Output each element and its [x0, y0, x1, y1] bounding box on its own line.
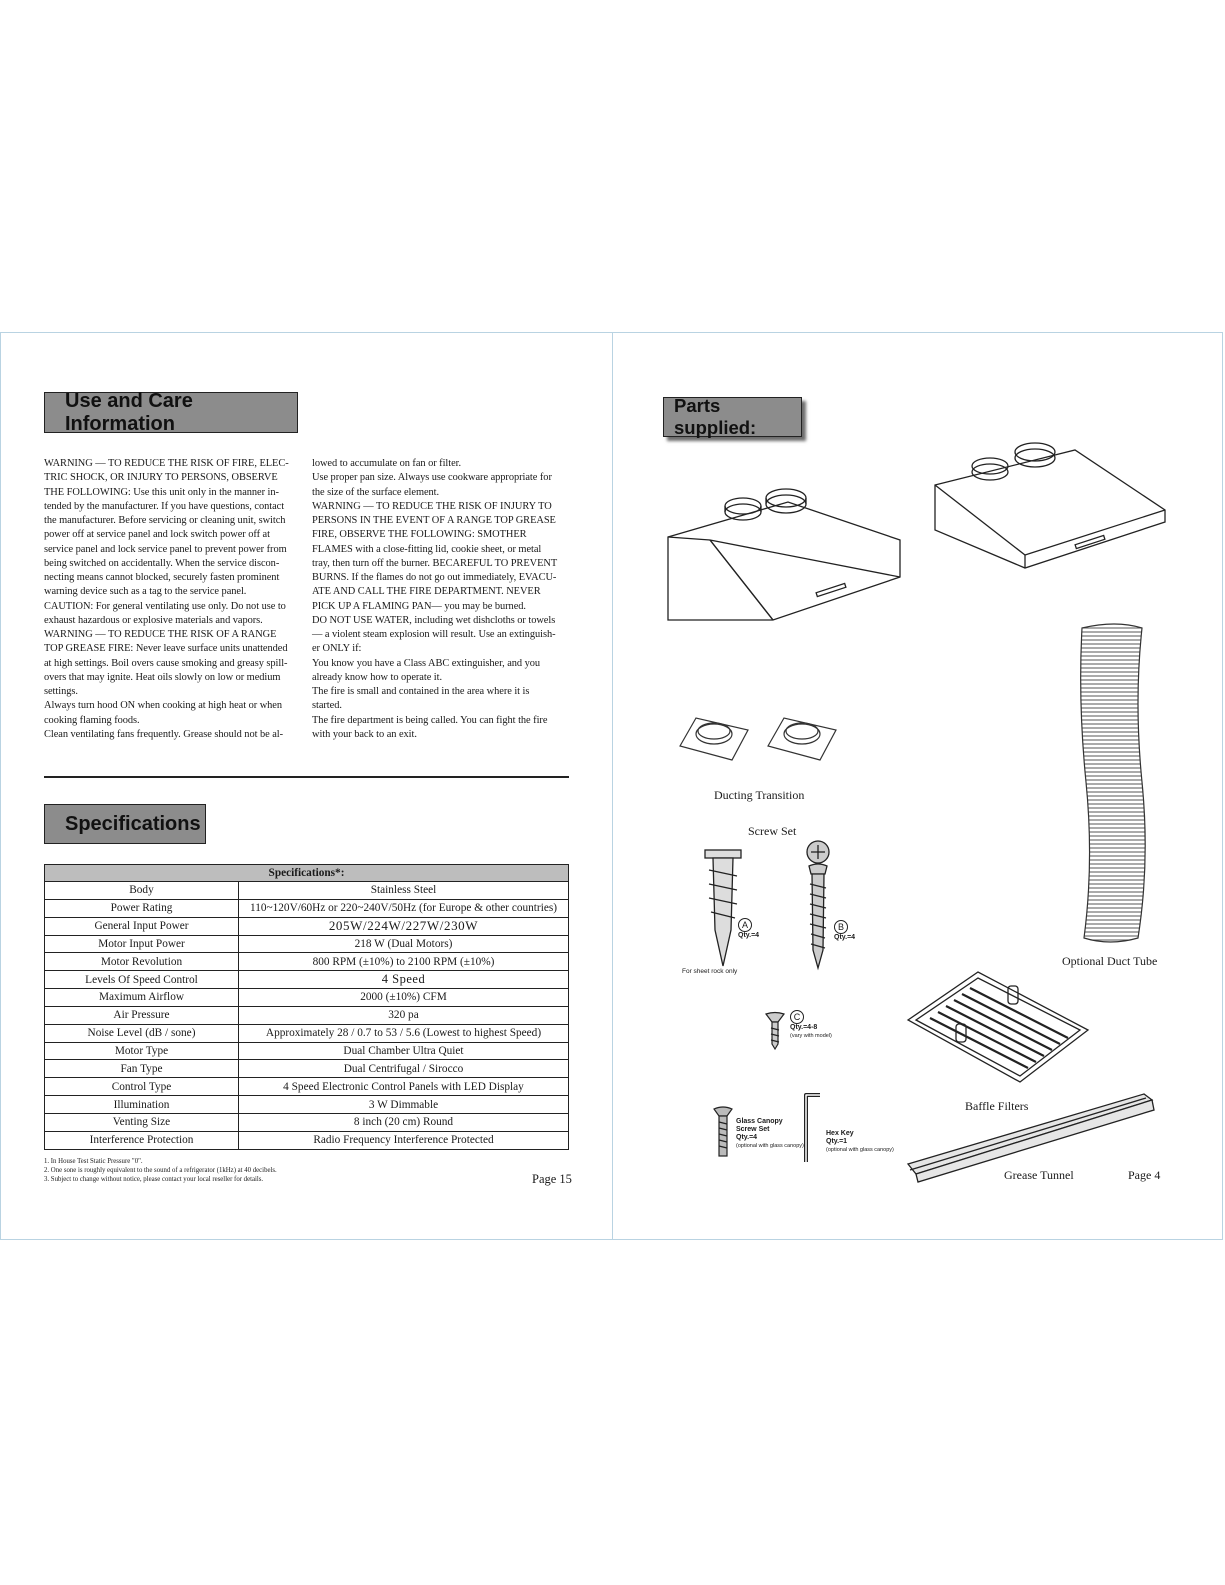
- table-row: [45, 899, 569, 917]
- ducting-transition-icon: [680, 712, 748, 760]
- range-hood-icon: [935, 440, 1165, 575]
- footnote: 2. One sone is roughly equivalent to the sound of a refrigerator (1kHz) at 40 decibels.: [44, 1167, 277, 1174]
- text-line: Clean ventilating fans frequently. Grease should not be al-: [44, 728, 284, 740]
- flex-duct-icon: [1076, 622, 1150, 942]
- spec-label: Motor Input Power: [45, 935, 239, 953]
- table-row: [45, 1006, 569, 1024]
- spec-label: Venting Size: [45, 1113, 239, 1131]
- text-line: warning device such as a tag to the service panel.: [44, 586, 247, 598]
- table-row: [45, 882, 569, 900]
- use-care-col1: [44, 457, 300, 742]
- table-row: [45, 971, 569, 989]
- footnote: 3. Subject to change without notice, please contact your local reseller for details.: [44, 1176, 264, 1183]
- text-line: the manufacturer. Before servicing or cleaning unit, switch: [44, 515, 286, 526]
- table-row: [45, 1024, 569, 1042]
- text-line: TRIC SHOCK, OR INJURY TO PERSONS, OBSERVE: [44, 472, 278, 484]
- text-line: lowed to accumulate on fan or filter.: [312, 458, 462, 469]
- screw-c-note: (vary with model): [790, 1033, 832, 1039]
- text-line: overs that may ignite. Heat oils slowly on low or medium: [44, 671, 281, 683]
- table-row: [45, 989, 569, 1007]
- spec-value: Dual Chamber Ultra Quiet: [239, 1042, 569, 1060]
- range-hood-icon: [668, 490, 908, 630]
- text-line: DO NOT USE WATER, including wet dishcloths or towels: [312, 614, 556, 626]
- table-row: [45, 1060, 569, 1078]
- spec-value: 205W/224W/227W/230W: [239, 917, 569, 935]
- glass-screw-note: (optional with glass canopy): [736, 1143, 804, 1149]
- glass-screw-label: [736, 1118, 804, 1150]
- specifications-table: [44, 864, 569, 1150]
- text-line: PERSONS IN THE EVENT OF A RANGE TOP GREASE: [312, 515, 556, 526]
- grease-tunnel-caption: Grease Tunnel: [1004, 1168, 1074, 1182]
- parts-heading: Parts supplied:: [663, 397, 802, 437]
- spec-label: Motor Revolution: [45, 953, 239, 971]
- spec-label: Maximum Airflow: [45, 989, 239, 1007]
- text-line: FIRE, OBSERVE THE FOLLOWING: SMOTHER: [312, 529, 527, 541]
- text-line: TOP GREASE FIRE: Never leave surface units unattended: [44, 643, 288, 655]
- spec-footnotes: [44, 1157, 277, 1184]
- text-line: at high settings. Boil overs cause smoking and greasy spill-: [44, 657, 288, 669]
- text-line: necting means cannot blocked, securely fasten prominent: [44, 572, 280, 583]
- spec-value: 4 Speed: [239, 971, 569, 989]
- glass-screw-title: Glass Canopy: [736, 1118, 783, 1125]
- spec-label: Interference Protection: [45, 1131, 239, 1149]
- baffle-filter-caption: Baffle Filters: [965, 1099, 1029, 1113]
- table-row: [45, 1096, 569, 1114]
- spec-table-header: Specifications*:: [45, 865, 569, 882]
- table-row: [45, 1131, 569, 1149]
- text-line: already know how to operate it.: [312, 671, 443, 683]
- hex-key-note: (optional with glass canopy): [826, 1147, 894, 1153]
- spec-label: General Input Power: [45, 917, 239, 935]
- text-line: power off at service panel and lock switch power off at: [44, 529, 270, 541]
- spec-label: Fan Type: [45, 1060, 239, 1078]
- text-line: cooking flaming foods.: [44, 714, 140, 726]
- glass-screw-qty: Qty.=4: [736, 1134, 758, 1141]
- spec-value: Approximately 28 / 0.7 to 53 / 5.6 (Lowest to highest Speed): [239, 1024, 569, 1042]
- spec-label: Levels Of Speed Control: [45, 971, 239, 989]
- text-line: WARNING — TO REDUCE THE RISK OF INJURY TO: [312, 500, 552, 512]
- spec-value: Radio Frequency Interference Protected: [239, 1131, 569, 1149]
- spec-label: Air Pressure: [45, 1006, 239, 1024]
- spec-value: 218 W (Dual Motors): [239, 935, 569, 953]
- glass-canopy-screw-icon: [714, 1106, 732, 1158]
- screw-c-letter: C: [790, 1010, 804, 1024]
- specifications-heading: Specifications: [44, 804, 206, 844]
- table-row: [45, 1078, 569, 1096]
- spec-label: Noise Level (dB / sone): [45, 1024, 239, 1042]
- text-line: CAUTION: For general ventilating use only. Do not use to: [44, 600, 286, 612]
- screw-a-qty: Qty.=4: [738, 932, 760, 939]
- text-line: settings.: [44, 686, 78, 697]
- footnote: 1. In House Test Static Pressure "0".: [44, 1158, 143, 1165]
- spec-value: Dual Centrifugal / Sirocco: [239, 1060, 569, 1078]
- spec-value: Stainless Steel: [239, 882, 569, 900]
- screw-a-letter: A: [738, 918, 752, 932]
- text-line: You know you have a Class ABC extinguisher, and you: [312, 657, 541, 669]
- screw-b-label: [834, 920, 855, 942]
- screw-b-letter: B: [834, 920, 848, 934]
- spec-value: 3 W Dimmable: [239, 1096, 569, 1114]
- spec-label: Illumination: [45, 1096, 239, 1114]
- hex-key-icon: [802, 1092, 824, 1164]
- text-line: Use proper pan size. Always use cookware appropriate for: [312, 472, 552, 484]
- spec-value: 800 RPM (±10%) to 2100 RPM (±10%): [239, 953, 569, 971]
- hex-key-title: Hex Key: [826, 1130, 854, 1137]
- text-line: being switched on accidentally. When the service discon-: [44, 557, 280, 569]
- glass-screw-title-2: Screw Set: [736, 1126, 770, 1133]
- hex-key-label: [826, 1130, 894, 1154]
- text-line: with your back to an exit.: [312, 728, 417, 740]
- spec-value: 110~120V/60Hz or 220~240V/50Hz (for Europe & other countries): [239, 899, 569, 917]
- text-line: started.: [312, 700, 342, 712]
- page-number-left: Page 15: [532, 1172, 572, 1186]
- table-row: [45, 1042, 569, 1060]
- text-line: service panel and lock service panel to prevent power from: [44, 543, 287, 555]
- use-care-heading: Use and Care Information: [44, 392, 298, 433]
- hex-key-qty: Qty.=1: [826, 1138, 848, 1145]
- table-row: [45, 953, 569, 971]
- screw-c-label: [790, 1010, 832, 1040]
- duct-tube-caption: Optional Duct Tube: [1062, 954, 1158, 968]
- text-line: er ONLY if:: [312, 643, 362, 655]
- sheet-rock-note: For sheet rock only: [682, 968, 738, 975]
- spec-value: 2000 (±10%) CFM: [239, 989, 569, 1007]
- spec-label: Power Rating: [45, 899, 239, 917]
- short-screw-icon: [766, 1012, 784, 1050]
- text-line: PICK UP A FLAMING PAN— you may be burned.: [312, 600, 526, 612]
- screw-b-qty: Qty.=4: [834, 934, 856, 941]
- use-care-col2: [312, 457, 570, 742]
- page-divider: [612, 332, 613, 1240]
- spec-value: 4 Speed Electronic Control Panels with LED Display: [239, 1078, 569, 1096]
- text-line: FLAMES with a close-fitting lid, cookie sheet, or metal: [312, 543, 542, 555]
- page-number-right: Page 4: [1128, 1168, 1161, 1182]
- screw-set-caption: Screw Set: [748, 824, 797, 838]
- ducting-transition-icon: [768, 712, 836, 760]
- screw-a-label: [738, 918, 759, 940]
- text-line: exhaust hazardous or explosive materials and vapors.: [44, 614, 263, 626]
- spec-label: Motor Type: [45, 1042, 239, 1060]
- table-row: [45, 917, 569, 935]
- text-line: ATE AND CALL THE FIRE DEPARTMENT. NEVER: [312, 586, 541, 598]
- text-line: THE FOLLOWING: Use this unit only in the manner in-: [44, 486, 279, 498]
- spec-label: Body: [45, 882, 239, 900]
- text-line: WARNING — TO REDUCE THE RISK OF A RANGE: [44, 629, 277, 640]
- text-line: tended by the manufacturer. If you have questions, contact: [44, 500, 285, 512]
- text-line: tray, then turn off the burner. BECAREFUL TO PREVENT: [312, 557, 558, 569]
- wood-screw-icon: [805, 840, 831, 970]
- table-row: [45, 935, 569, 953]
- drywall-anchor-icon: [705, 850, 741, 968]
- text-line: Always turn hood ON when cooking at high heat or when: [44, 700, 283, 712]
- text-line: — a violent steam explosion will result. Use an extinguish-: [312, 629, 556, 640]
- screw-c-qty: Qty.=4-8: [790, 1024, 818, 1031]
- text-line: BURNS. If the flames do not go out immediately, EVACU-: [312, 572, 557, 583]
- text-line: the size of the surface element.: [312, 486, 440, 498]
- ducting-transition-caption: Ducting Transition: [714, 788, 805, 802]
- spec-value: 8 inch (20 cm) Round: [239, 1113, 569, 1131]
- text-line: The fire is small and contained in the area where it is: [312, 686, 530, 697]
- text-line: The fire department is being called. You can fight the fire: [312, 714, 548, 726]
- text-line: WARNING — TO REDUCE THE RISK OF FIRE, ELEC-: [44, 458, 289, 469]
- spec-label: Control Type: [45, 1078, 239, 1096]
- table-row: [45, 1113, 569, 1131]
- section-rule: [44, 776, 569, 778]
- spec-value: 320 pa: [239, 1006, 569, 1024]
- baffle-filter-icon: [908, 972, 1088, 1084]
